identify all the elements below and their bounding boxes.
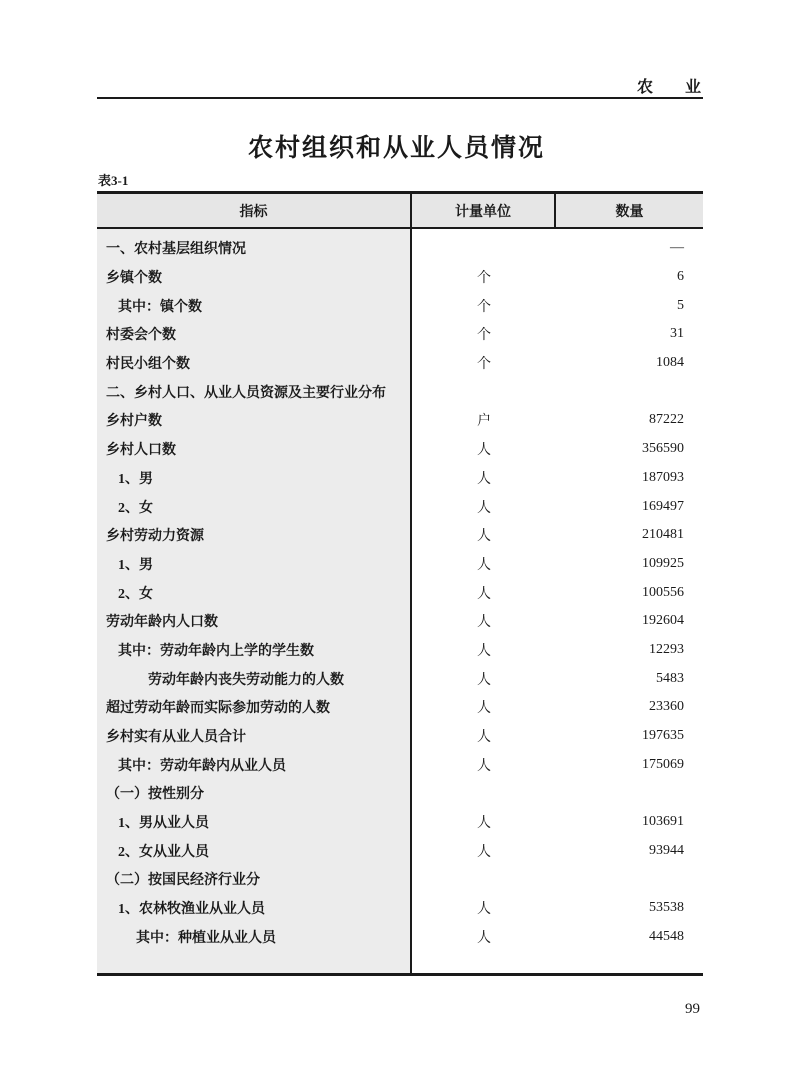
table-row (97, 693, 703, 722)
indicator-cell: （一）按性别分 (106, 787, 204, 803)
unit-cell: 人 (477, 672, 491, 688)
indicator-cell: 村委会个数 (106, 328, 176, 344)
table-header-row (97, 191, 703, 229)
statistics-table (97, 191, 703, 976)
value-cell: 109925 (642, 555, 684, 571)
value-cell: 23360 (649, 699, 684, 715)
table-row (97, 320, 703, 349)
indicator-cell: 乡村劳动力资源 (106, 529, 204, 545)
column-header-quantity: 数量 (615, 204, 644, 220)
unit-cell: 人 (477, 701, 491, 717)
value-cell: 31 (670, 326, 684, 342)
table-row (97, 722, 703, 751)
table-row (97, 578, 703, 607)
value-cell: 5483 (656, 670, 684, 686)
unit-cell: 人 (477, 500, 491, 516)
value-cell: 187093 (642, 469, 684, 485)
value-cell: 87222 (649, 412, 684, 428)
indicator-cell: 1、男从业人员 (118, 816, 209, 832)
indicator-cell: 其中：种植业从业人员 (136, 930, 276, 946)
table-body (97, 229, 703, 976)
table-row (97, 234, 703, 263)
value-cell: 356590 (642, 441, 684, 457)
table-row (97, 550, 703, 579)
value-cell: 44548 (649, 928, 684, 944)
unit-cell: 人 (477, 730, 491, 746)
value-cell: 5 (677, 297, 684, 313)
indicator-cell: 超过劳动年龄而实际参加劳动的人数 (106, 701, 330, 717)
table-row (97, 492, 703, 521)
table-row (97, 750, 703, 779)
value-cell: 210481 (642, 527, 684, 543)
page-title: 农村组织和从业人员情况 (247, 135, 545, 162)
column-header-indicator: 指标 (97, 194, 412, 227)
unit-cell: 个 (477, 271, 491, 287)
indicator-cell: 乡镇个数 (106, 271, 162, 287)
value-cell: 12293 (649, 641, 684, 657)
table-row (97, 291, 703, 320)
value-cell: 197635 (642, 728, 684, 744)
header-rule (97, 97, 703, 99)
indicator-cell: 一、农村基层组织情况 (106, 242, 246, 258)
indicator-cell: 村民小组个数 (106, 357, 190, 373)
section-header: 农 业 (636, 79, 701, 96)
indicator-cell: 其中：劳动年龄内从业人员 (118, 758, 286, 774)
unit-cell: 人 (477, 529, 491, 545)
page-number: 99 (685, 1001, 700, 1017)
value-cell: 1084 (656, 355, 684, 371)
value-cell: — (670, 240, 684, 256)
unit-cell: 人 (477, 615, 491, 631)
indicator-cell: 2、女从业人员 (118, 844, 209, 860)
value-cell: 93944 (649, 842, 684, 858)
indicator-cell: 2、女 (118, 500, 153, 516)
value-cell: 6 (677, 269, 684, 285)
table-row (97, 923, 703, 952)
indicator-cell: 二、乡村人口、从业人员资源及主要行业分布 (106, 385, 386, 401)
table-row (97, 435, 703, 464)
unit-cell: 人 (477, 643, 491, 659)
unit-cell: 人 (477, 758, 491, 774)
table-row (97, 865, 703, 894)
value-cell: 53538 (649, 900, 684, 916)
unit-cell: 人 (477, 930, 491, 946)
table-row (97, 636, 703, 665)
table-row (97, 808, 703, 837)
indicator-cell: 1、男 (118, 471, 153, 487)
indicator-cell: 乡村户数 (106, 414, 162, 430)
table-row (97, 779, 703, 808)
value-cell: 175069 (642, 756, 684, 772)
table-row (97, 521, 703, 550)
indicator-cell: 乡村人口数 (106, 443, 176, 459)
table-label: 表3-1 (98, 173, 129, 188)
unit-cell: 人 (477, 844, 491, 860)
unit-cell: 个 (477, 328, 491, 344)
unit-cell: 户 (477, 414, 491, 430)
table-row (97, 263, 703, 292)
value-cell: 100556 (642, 584, 684, 600)
column-header-unit: 计量单位 (412, 194, 556, 227)
indicator-cell: 1、男 (118, 557, 153, 573)
indicator-cell: 2、女 (118, 586, 153, 602)
unit-cell: 人 (477, 443, 491, 459)
table-row (97, 894, 703, 923)
unit-cell: 人 (477, 816, 491, 832)
unit-cell: 个 (477, 357, 491, 373)
table-row (97, 664, 703, 693)
value-cell: 103691 (642, 814, 684, 830)
value-cell: 192604 (642, 613, 684, 629)
unit-cell: 人 (477, 557, 491, 573)
table-row (97, 349, 703, 378)
table-row (97, 836, 703, 865)
indicator-cell: （二）按国民经济行业分 (106, 873, 260, 889)
table-row (97, 377, 703, 406)
unit-cell: 人 (477, 586, 491, 602)
indicator-cell: 乡村实有从业人员合计 (106, 730, 246, 746)
unit-cell: 人 (477, 471, 491, 487)
table-row (97, 464, 703, 493)
indicator-cell: 劳动年龄内丧失劳动能力的人数 (148, 672, 344, 688)
unit-cell: 个 (477, 299, 491, 315)
indicator-cell: 劳动年龄内人口数 (106, 615, 218, 631)
table-row (97, 607, 703, 636)
indicator-cell: 其中：镇个数 (118, 299, 202, 315)
indicator-cell: 其中：劳动年龄内上学的学生数 (118, 643, 314, 659)
value-cell: 169497 (642, 498, 684, 514)
table-row (97, 406, 703, 435)
indicator-cell: 1、农林牧渔业从业人员 (118, 902, 265, 918)
unit-cell: 人 (477, 902, 491, 918)
